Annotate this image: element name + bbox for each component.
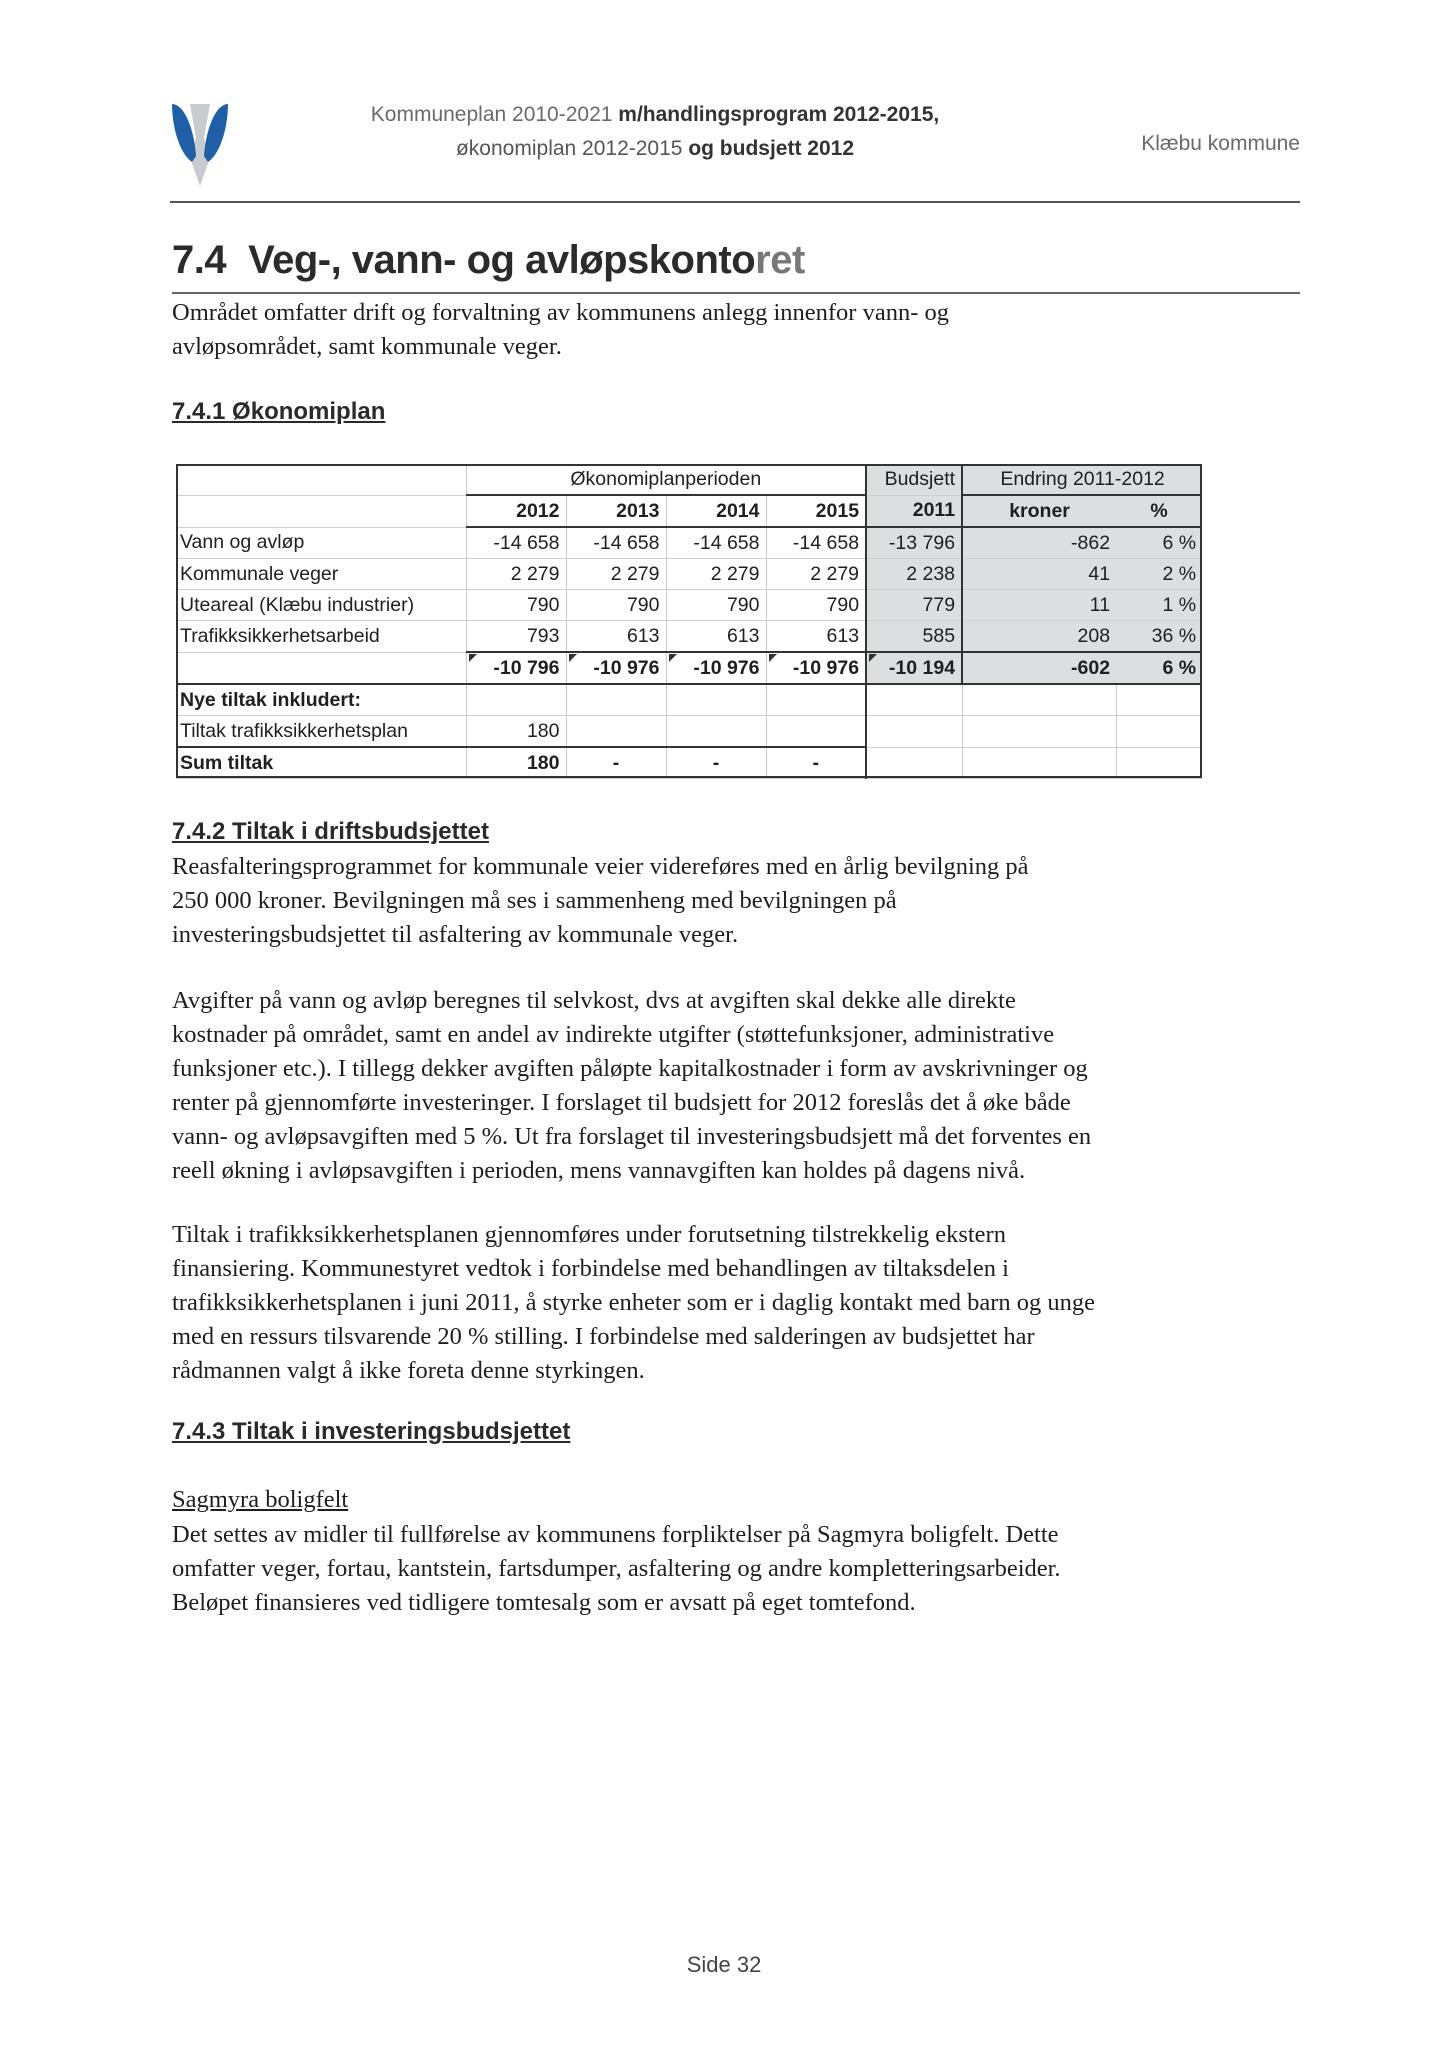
section-title: Veg-, vann- og avløpskonto	[248, 238, 756, 282]
total-row: -10 796 -10 976 -10 976 -10 976 -10 194 -602 6 %	[176, 652, 1202, 684]
document-title: Kommuneplan 2010-2021 m/handlingsprogram 2012-2015, økonomiplan 2012-2015 og budsjett 2012	[370, 103, 940, 160]
paragraph: Reasfalteringsprogrammet for kommunale veier videreføres med en årlig bevilgning på 250 000 kroner. Bevilgningen må ses i sammenheng med bevilgningen på investeringsbudsjettet til asfaltering av kommunale veger.	[172, 853, 1029, 948]
subsection-heading-investering: 7.4.3 Tiltak i investeringsbudsjettet	[172, 1418, 571, 1445]
section-divider	[172, 292, 1300, 294]
row-label: Sum tiltak	[176, 747, 466, 779]
table-header-row-1	[176, 464, 1202, 495]
paragraph: Avgifter på vann og avløp beregnes til selvkost, dvs at avgiften skal dekke alle direkte kostnader på området, samt en andel av indirekte utgifter (støttefunksjoner, administrative funksjoner etc.). I tillegg dekker avgiften påløpte kapitalkostnader i form av avskrivninger og renter på gjennomførte investeringer. I forslaget til budsjett for 2012 foreslås det å øke både vann- og avløpsavgiften med 5 %. Ut fra forslaget til investeringsbudsjett må det forventes en reell økning i avløpsavgiften i perioden, mens vannavgiften kan holdes på dagens nivå.	[172, 987, 1092, 1184]
group-header: Økonomiplanperioden	[466, 464, 866, 495]
subsection-heading-drift: 7.4.2 Tiltak i driftsbudsjettet	[172, 818, 489, 845]
budget-header-bottom: 2011	[866, 495, 962, 527]
section-intro: Området omfatter drift og forvaltning av kommunens anlegg innenfor vann- og avløpsområdet, samt kommunale veger.	[172, 299, 949, 360]
row-label: Trafikksikkerhetsarbeid	[176, 621, 466, 653]
header-divider	[170, 201, 1300, 203]
row-label: Uteareal (Klæbu industrier)	[176, 590, 466, 621]
row-label: Kommunale veger	[176, 559, 466, 590]
coat-of-arms-icon	[170, 98, 230, 190]
new-measures-label: Nye tiltak inkludert:	[176, 684, 466, 716]
sum-row: Sum tiltak 180 - - -	[176, 747, 1202, 779]
organization-name: Klæbu kommune	[1141, 132, 1300, 155]
budget-header-top: Budsjett	[866, 464, 962, 495]
page-number: Side 32	[686, 1952, 762, 1977]
section-number: 7.4	[172, 238, 227, 282]
measure-row: Tiltak trafikksikkerhetsplan 180	[176, 716, 1202, 748]
change-header-pct: %	[1116, 495, 1202, 527]
table-header-row-2	[176, 495, 1202, 527]
new-measures-header-row	[176, 684, 1202, 716]
table-row: Trafikksikkerhetsarbeid 793 613 613 613 585 208 36 %	[176, 621, 1202, 653]
row-label: Tiltak trafikksikkerhetsplan	[176, 716, 466, 748]
page-header	[170, 98, 1300, 202]
subsection-heading-okonomiplan: 7.4.1 Økonomiplan	[172, 398, 386, 425]
change-header-top: Endring 2011-2012	[962, 464, 1202, 495]
paragraph: Tiltak i trafikksikkerhetsplanen gjennomføres under forutsetning tilstrekkelig ekstern finansiering. Kommunestyret vedtok i forbindelse med behandlingen av tiltaksdelen i trafikksikkerhetsplanen i juni 2011, å styrke enheter som er i daglig kontakt med barn og unge med en ressurs tilsvarende 20 % stilling. I forbindelse med salderingen av budsjettet har rådmannen valgt å ikke foreta denne styrkingen.	[172, 1221, 1096, 1384]
year-header: 2012	[466, 495, 566, 527]
paragraph: Det settes av midler til fullførelse av kommunens forpliktelser på Sagmyra boligfelt. Dette omfatter veger, fortau, kantstein, fartsdumper, asfaltering og andre kompletteringsarbeider. Beløpet finansieres ved tidligere tomtesalg som er avsatt på eget tomtefond.	[172, 1521, 1061, 1616]
table-row: Vann og avløp -14 658 -14 658 -14 658 -14 658 -13 796 -862 6 %	[176, 527, 1202, 559]
section-heading: 7.4 Veg-, vann- og avløpskontoret	[172, 238, 805, 282]
change-header-kroner: kroner	[962, 495, 1116, 527]
year-header: 2013	[566, 495, 666, 527]
year-header: 2015	[766, 495, 866, 527]
row-label: Vann og avløp	[176, 527, 466, 559]
year-header: 2014	[666, 495, 766, 527]
project-heading: Sagmyra boligfelt	[172, 1486, 349, 1513]
table-row: Uteareal (Klæbu industrier) 790 790 790 790 779 11 1 %	[176, 590, 1202, 621]
budget-table	[176, 464, 1202, 776]
table-row: Kommunale veger 2 279 2 279 2 279 2 279 2 238 41 2 %	[176, 559, 1202, 590]
